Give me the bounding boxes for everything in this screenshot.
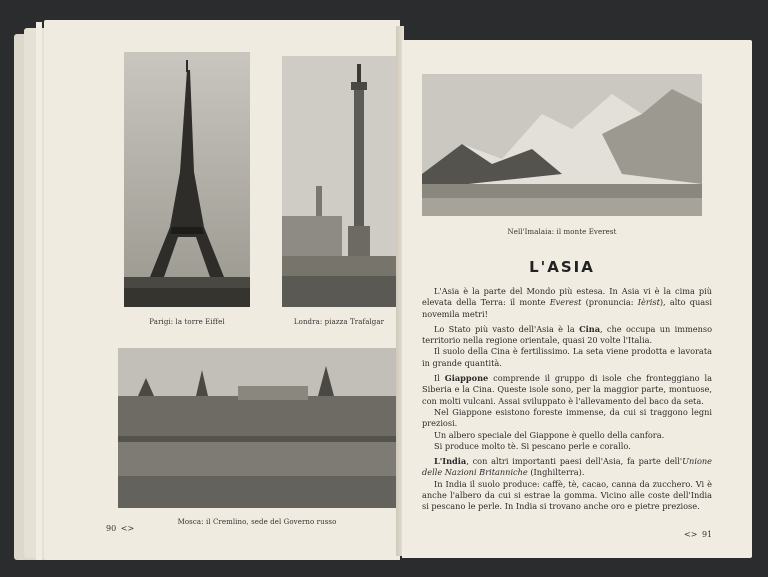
everest-caption: Nell'Imalaia: il monte Everest bbox=[507, 228, 617, 236]
paragraph-foreste: Nel Giappone esistono foreste immense, da cui si traggono legni preziosi. bbox=[422, 406, 712, 429]
paragraph-india: L'India, con altri importanti paesi dell'Asia, fa parte dell'Unione delle Nazioni Britanniche (Inghilterra). bbox=[422, 456, 712, 478]
page-ornament-icon: <> bbox=[120, 524, 135, 533]
right-page bbox=[402, 40, 752, 558]
trafalgar-caption: Londra: piazza Trafalgar bbox=[293, 318, 385, 326]
left-page bbox=[44, 20, 400, 560]
chapter-text bbox=[422, 286, 712, 517]
paragraph-cina-seta: Il suolo della Cina è fertilissimo. La seta viene prodotta e lavorata in grande quantità. bbox=[422, 346, 712, 368]
paragraph-cina: Lo Stato più vasto dell'Asia è la Cina, che occupa un immenso territorio nella regione orientale, quasi 20 volte l'Italia. bbox=[422, 323, 712, 346]
kremlin-photo bbox=[118, 348, 396, 508]
left-page-edge bbox=[36, 22, 42, 560]
paragraph-everest: L'Asia è la parte del Mondo più estesa. In Asia vi è la cima più elevata della Terra: il monte Everest (pronuncia: Ièrist), alto quasi novemila metri! bbox=[422, 286, 712, 319]
right-page-number: <> 91 bbox=[684, 530, 713, 539]
left-page-number: 90 <> bbox=[106, 524, 135, 533]
page-ornament-icon: <> bbox=[684, 530, 698, 539]
chapter-title: L'ASIA bbox=[529, 258, 595, 276]
paragraph-giappone: Il Giappone comprende il gruppo di isole che fronteggiano la Siberia e la Cina. Queste isole sono, per la maggior parte, montuose, con molti vulcani. Assai sviluppato è l'allevamento del baco da seta. bbox=[422, 373, 712, 406]
everest-photo bbox=[422, 74, 702, 216]
eiffel-caption: Parigi: la torre Eiffel bbox=[149, 318, 225, 326]
kremlin-caption: Mosca: il Cremlino, sede del Governo russo bbox=[177, 518, 337, 526]
paragraph-perle: Si produce molto tè. Si pescano perle e corallo. bbox=[434, 440, 631, 451]
trafalgar-square-photo bbox=[282, 56, 396, 307]
paragraph-india-prodotti: In India il suolo produce: caffè, tè, cacao, canna da zucchero. Vi è anche l'albero da cui si estrae la gomma. Vicino alle coste dell'India si pescano le perle. In India si trovano anche oro e pietre preziose. bbox=[422, 478, 712, 512]
eiffel-tower-photo bbox=[124, 52, 250, 307]
paragraph-canfora: Un albero speciale del Giappone è quello della canfora. bbox=[434, 429, 665, 440]
